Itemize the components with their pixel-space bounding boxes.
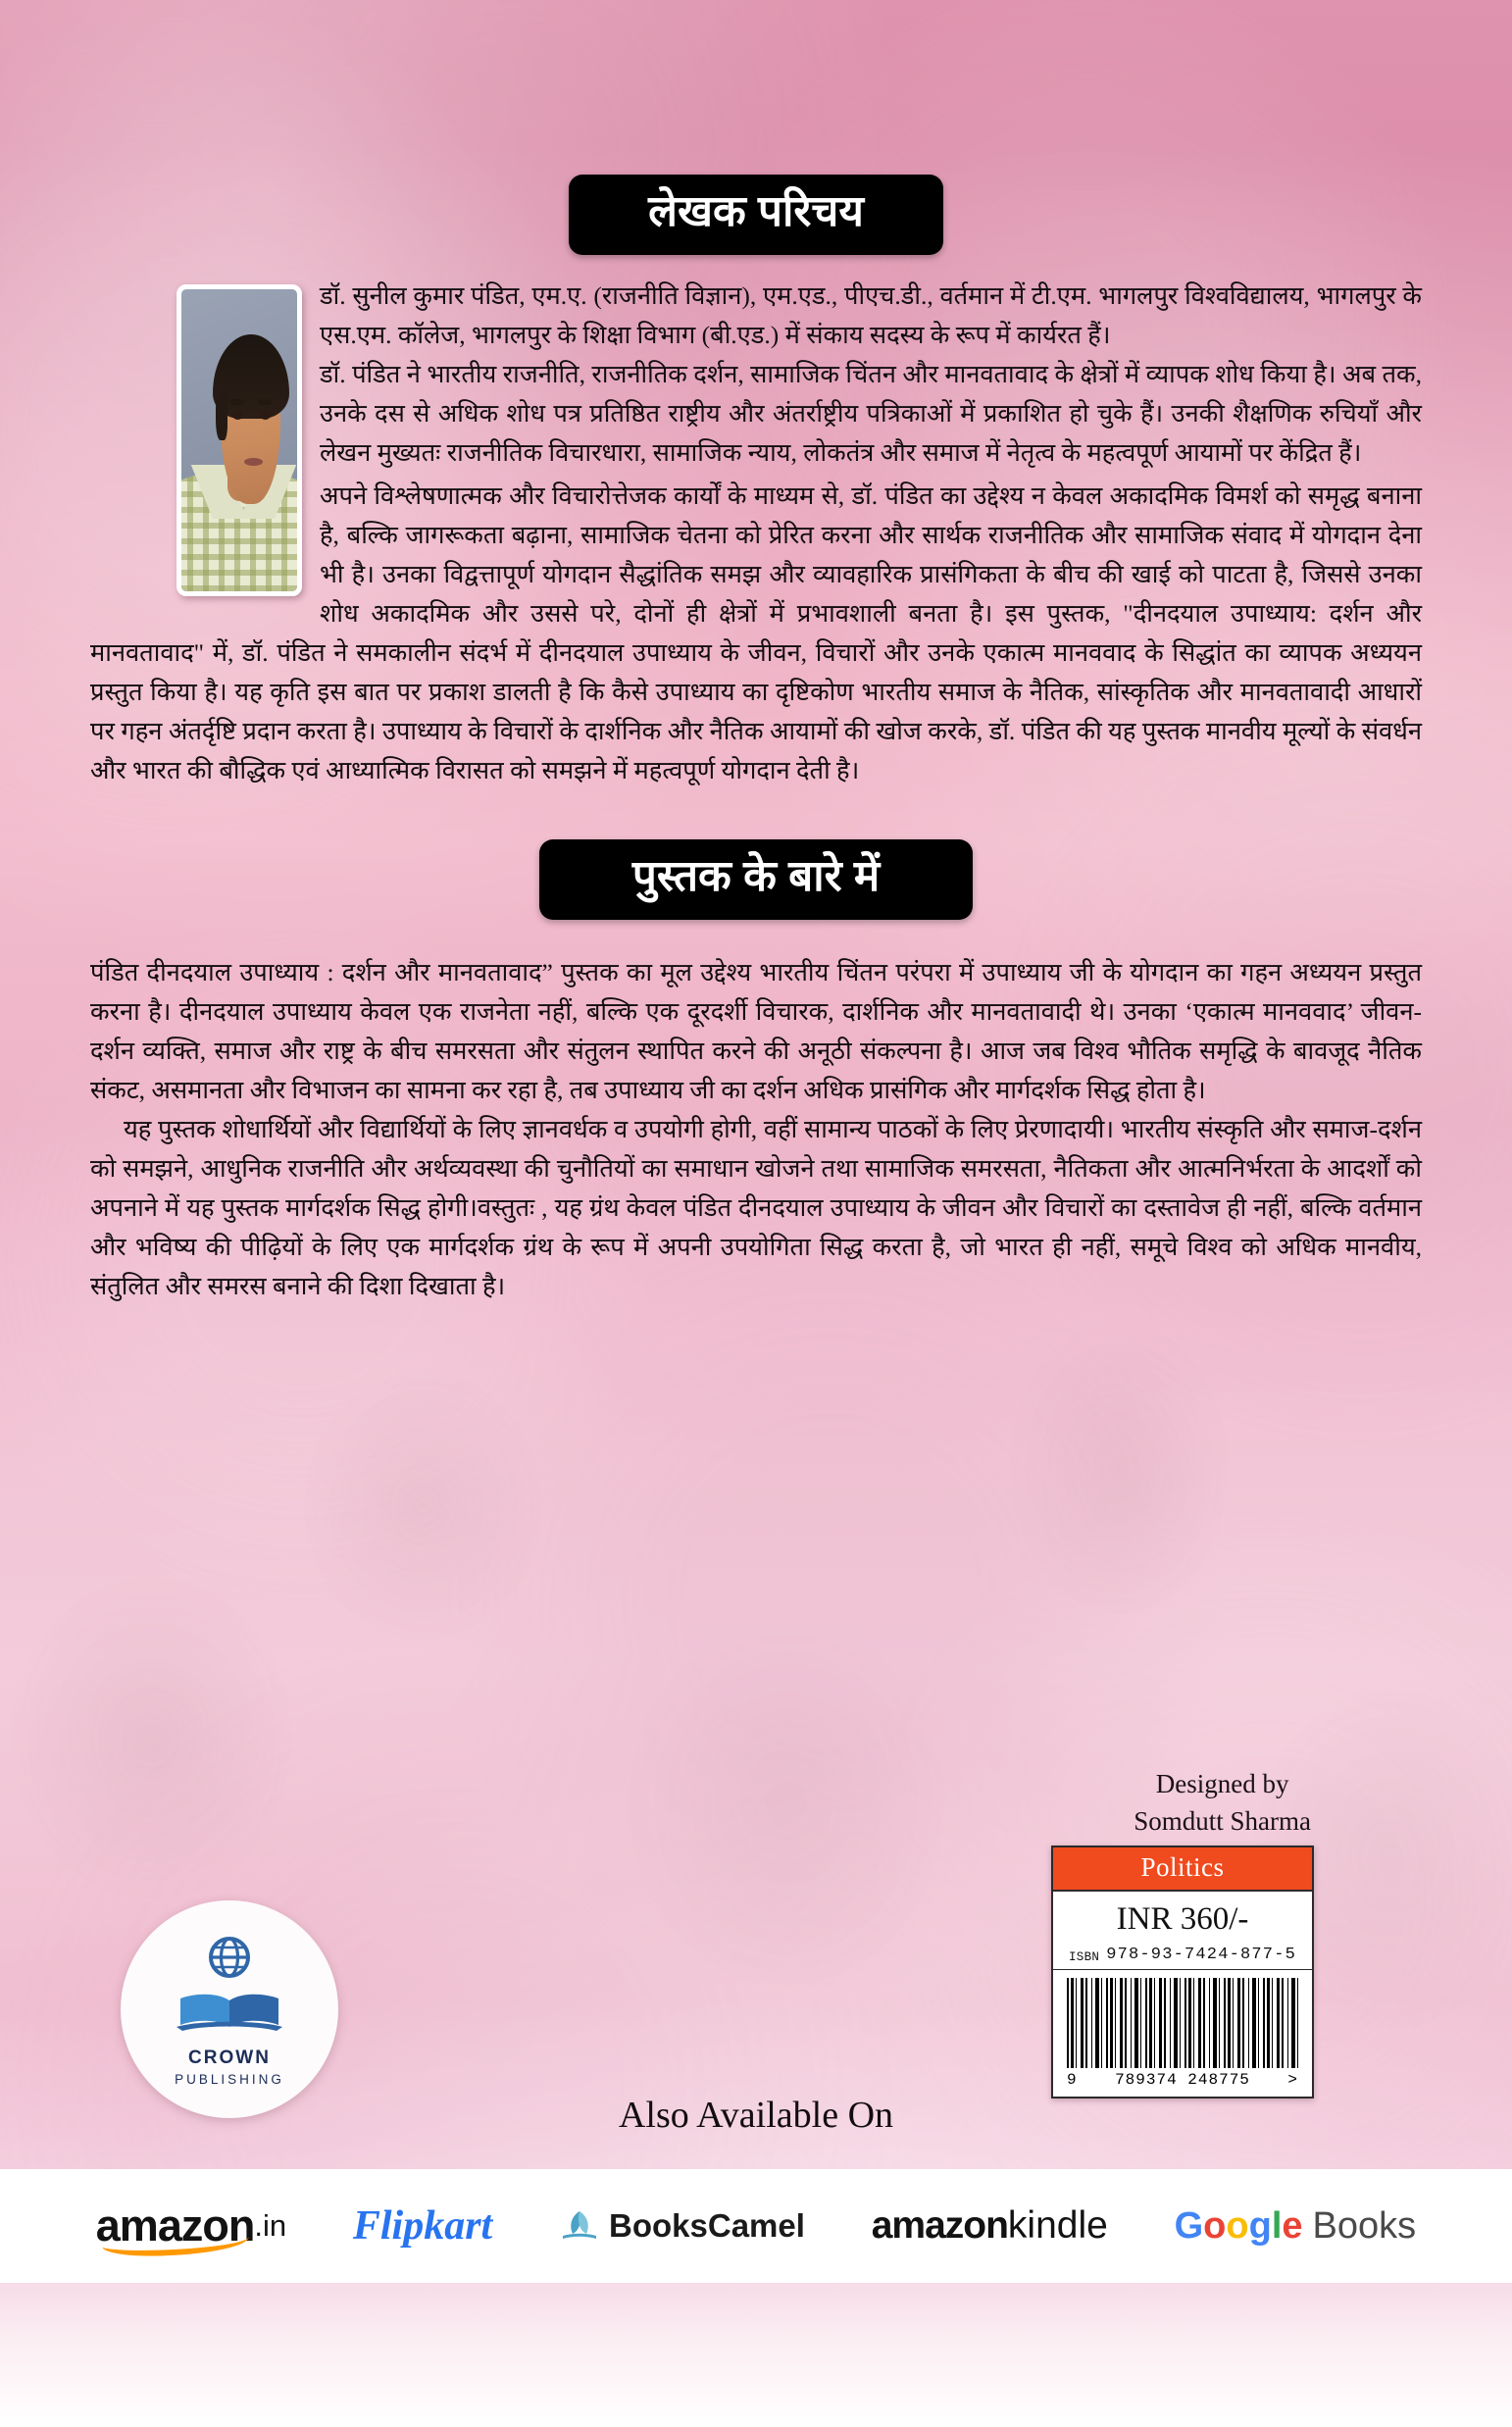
google-letter-e: e — [1282, 2204, 1303, 2247]
bookscamel-leaf-icon — [559, 2203, 600, 2250]
designer-credit-label: Designed by — [1155, 1769, 1289, 1798]
barcode-main-digits: 789374 248775 — [1115, 2071, 1250, 2089]
google-letter-g: G — [1174, 2204, 1204, 2247]
kindle-wordmark: kindle — [1007, 2204, 1108, 2247]
book-section-heading: पुस्तक के बारे में — [539, 839, 973, 920]
portrait-eye-left — [232, 410, 243, 420]
barcode-right-symbol: > — [1287, 2071, 1298, 2089]
designer-credit — [1134, 1765, 1311, 1840]
barcode-digits-row — [1053, 2070, 1312, 2097]
publisher-logo — [121, 1900, 338, 2118]
amazon-wordmark: amazon — [95, 2200, 255, 2250]
author-intro-block — [90, 277, 1422, 473]
portrait-eyebrow-right — [258, 399, 272, 405]
portrait-sideburn — [216, 389, 227, 440]
author-photo — [176, 284, 302, 596]
publisher-subtitle: PUBLISHING — [175, 2072, 284, 2087]
also-available-heading: Also Available On — [618, 2095, 894, 2136]
amazon-smile-icon — [101, 2225, 249, 2257]
publisher-name: CROWN — [188, 2048, 271, 2068]
retailer-bookscamel[interactable] — [559, 2203, 805, 2250]
author-section-heading: लेखक परिचय — [569, 175, 943, 255]
flipkart-wordmark: Flipkart — [352, 2203, 493, 2249]
google-books-wordmark: Books — [1312, 2204, 1417, 2247]
book-about-block — [90, 953, 1422, 1306]
price-label: INR 360/- — [1116, 1901, 1249, 1937]
book-paragraph-1: पंडित दीनदयाल उपाध्याय : दर्शन और मानवतावाद” पुस्तक का मूल उद्देश्य भारतीय चिंतन परंपरा में उपाध्याय जी के योगदान का गहन अध्ययन प्रस्तुत करना है। दीनदयाल उपाध्याय केवल एक राजनेता नहीं, बल्कि एक दूरदर्शी विचारक, दार्शनिक और मानवतावादी थे। उनका ‘एकात्म मानववाद’ जीवन-दर्शन व्यक्ति, समाज और राष्ट्र के बीच समरसता और संतुलन स्थापित करने की अनूठी संकल्पना है। आज जब विश्व भौतिक समृद्धि के बावजूद नैतिक संकट, असमानता और विभाजन का सामना कर रहा है, तब उपाध्याय जी का दर्शन अधिक प्रासंगिक और मार्गदर्शक सिद्ध होता है। — [90, 958, 1422, 1104]
genre-badge: Politics — [1053, 1847, 1312, 1892]
author-bio-paragraph-1: डॉ. सुनील कुमार पंडित, एम.ए. (राजनीति विज्ञान), एम.एड., पीएच.डी., वर्तमान में टी.एम. भागलपुर विश्वविद्यालय, भागलपुर के एस.एम. कॉलेज, भागलपुर के शिक्षा विभाग (बी.एड.) में संकाय सदस्य के रूप में कार्यरत हैं। — [320, 281, 1422, 349]
retailer-google-books[interactable] — [1175, 2205, 1417, 2248]
price-isbn-box — [1051, 1846, 1314, 2098]
globe-icon — [202, 1932, 257, 1992]
kindle-amazon-wordmark: amazon — [871, 2204, 1008, 2247]
google-letter-o2: o — [1226, 2204, 1249, 2247]
google-letter-g2: g — [1248, 2204, 1272, 2247]
isbn-label: ISBN — [1068, 1950, 1100, 1964]
amazon-tld: .in — [254, 2208, 287, 2243]
barcode-image — [1067, 1978, 1298, 2068]
isbn-line — [1053, 1946, 1312, 1970]
book-paragraph-2: यह पुस्तक शोधार्थियों और विद्यार्थियों के लिए ज्ञानवर्धक व उपयोगी होगी, वहीं सामान्य पाठकों के लिए प्रेरणादायी। भारतीय संस्कृति और समाज-दर्शन को समझने, आधुनिक राजनीति और अर्थव्यवस्था की चुनौतियों का समाधान खोजने तथा सामाजिक समरसता, नैतिकता और आत्मनिर्भरता के आदर्शों को अपनाने में यह पुस्तक मार्गदर्शक सिद्ध होगी।वस्तुतः , यह ग्रंथ केवल पंडित दीनदयाल उपाध्याय के जीवन और विचारों का दस्तावेज ही नहीं, बल्कि वर्तमान और भविष्य की पीढ़ियों के लिए एक मार्गदर्शक ग्रंथ के रूप में अपनी उपयोगिता सिद्ध करता है, जो भारत ही नहीं, समूचे विश्व को अधिक मानवीय, संतुलित और समरस बनाने की दिशा दिखाता है। — [90, 1115, 1422, 1300]
author-bio-paragraph-2: डॉ. पंडित ने भारतीय राजनीति, राजनीतिक दर्शन, सामाजिक चिंतन और मानवतावाद के क्षेत्रों में व्यापक शोध किया है। अब तक, उनके दस से अधिक शोध पत्र प्रतिष्ठित राष्ट्रीय और अंतर्राष्ट्रीय पत्रिकाओं में प्रकाशित हो चुके हैं। उनकी शैक्षणिक रुचियाँ और लेखन मुख्यतः राजनीतिक विचारधारा, सामाजिक न्याय, लोकतंत्र और समाज में नेतृत्व के महत्वपूर्ण आयामों पर केंद्रित हैं। — [320, 360, 1422, 467]
retailer-amazon-kindle[interactable] — [872, 2204, 1108, 2248]
retailer-flipkart[interactable] — [353, 2202, 492, 2250]
isbn-number: 978-93-7424-877-5 — [1106, 1946, 1297, 1964]
bottom-gradient-band — [0, 2283, 1512, 2427]
retailer-amazon-in[interactable] — [96, 2200, 286, 2251]
portrait-eyebrow-left — [230, 399, 244, 405]
designer-credit-name: Somdutt Sharma — [1134, 1806, 1311, 1836]
google-letter-o1: o — [1203, 2204, 1227, 2247]
author-portrait-illustration — [181, 289, 297, 591]
bookscamel-wordmark: BooksCamel — [609, 2207, 805, 2244]
barcode-wrapper — [1053, 1970, 1312, 2070]
barcode-left-digit: 9 — [1067, 2071, 1078, 2089]
open-book-icon — [175, 1990, 284, 2038]
author-body-paragraph: अपने विश्लेषणात्मक और विचारोत्तेजक कार्यों के माध्यम से, डॉ. पंडित का उद्देश्य न केवल अकादमिक विमर्श को समृद्ध बनाना है, बल्कि जागरूकता बढ़ाना, सामाजिक चेतना को प्रेरित करना और सार्थक राजनीतिक और सामाजिक संवाद में योगदान देना भी है। उनका विद्वत्तापूर्ण योगदान सैद्धांतिक समझ और व्यावहारिक प्रासंगिकता के बीच की खाई को पाटता है, जिससे उनका शोध अकादमिक और उससे परे, दोनों ही क्षेत्रों में प्रभावशाली बनता है। इस पुस्तक, "दीनदयाल उपाध्याय: दर्शन और मानवतावाद" में, डॉ. पंडित ने समकालीन संदर्भ में दीनदयाल उपाध्याय के जीवन, विचारों और उनके एकात्म मानववाद के सिद्धांत का व्यापक अध्ययन प्रस्तुत किया है। यह कृति इस बात पर प्रकाश डालती है कि कैसे उपाध्याय का दृष्टिकोण भारतीय समाज के नैतिक, सांस्कृतिक और मानवतावादी आधारों पर गहन अंतर्दृष्टि प्रदान करता है। उपाध्याय के विचारों के दार्शनिक और नैतिक आयामों की खोज करके, डॉ. पंडित की यह पुस्तक मानवीय मूल्यों के संवर्धन और भारत की बौद्धिक एवं आध्यात्मिक विरासत को समझने में महत्वपूर्ण योगदान देती है। — [90, 481, 1422, 784]
retailer-logo-strip — [0, 2169, 1512, 2283]
portrait-eye-right — [260, 410, 271, 420]
google-letter-l: l — [1271, 2204, 1283, 2247]
